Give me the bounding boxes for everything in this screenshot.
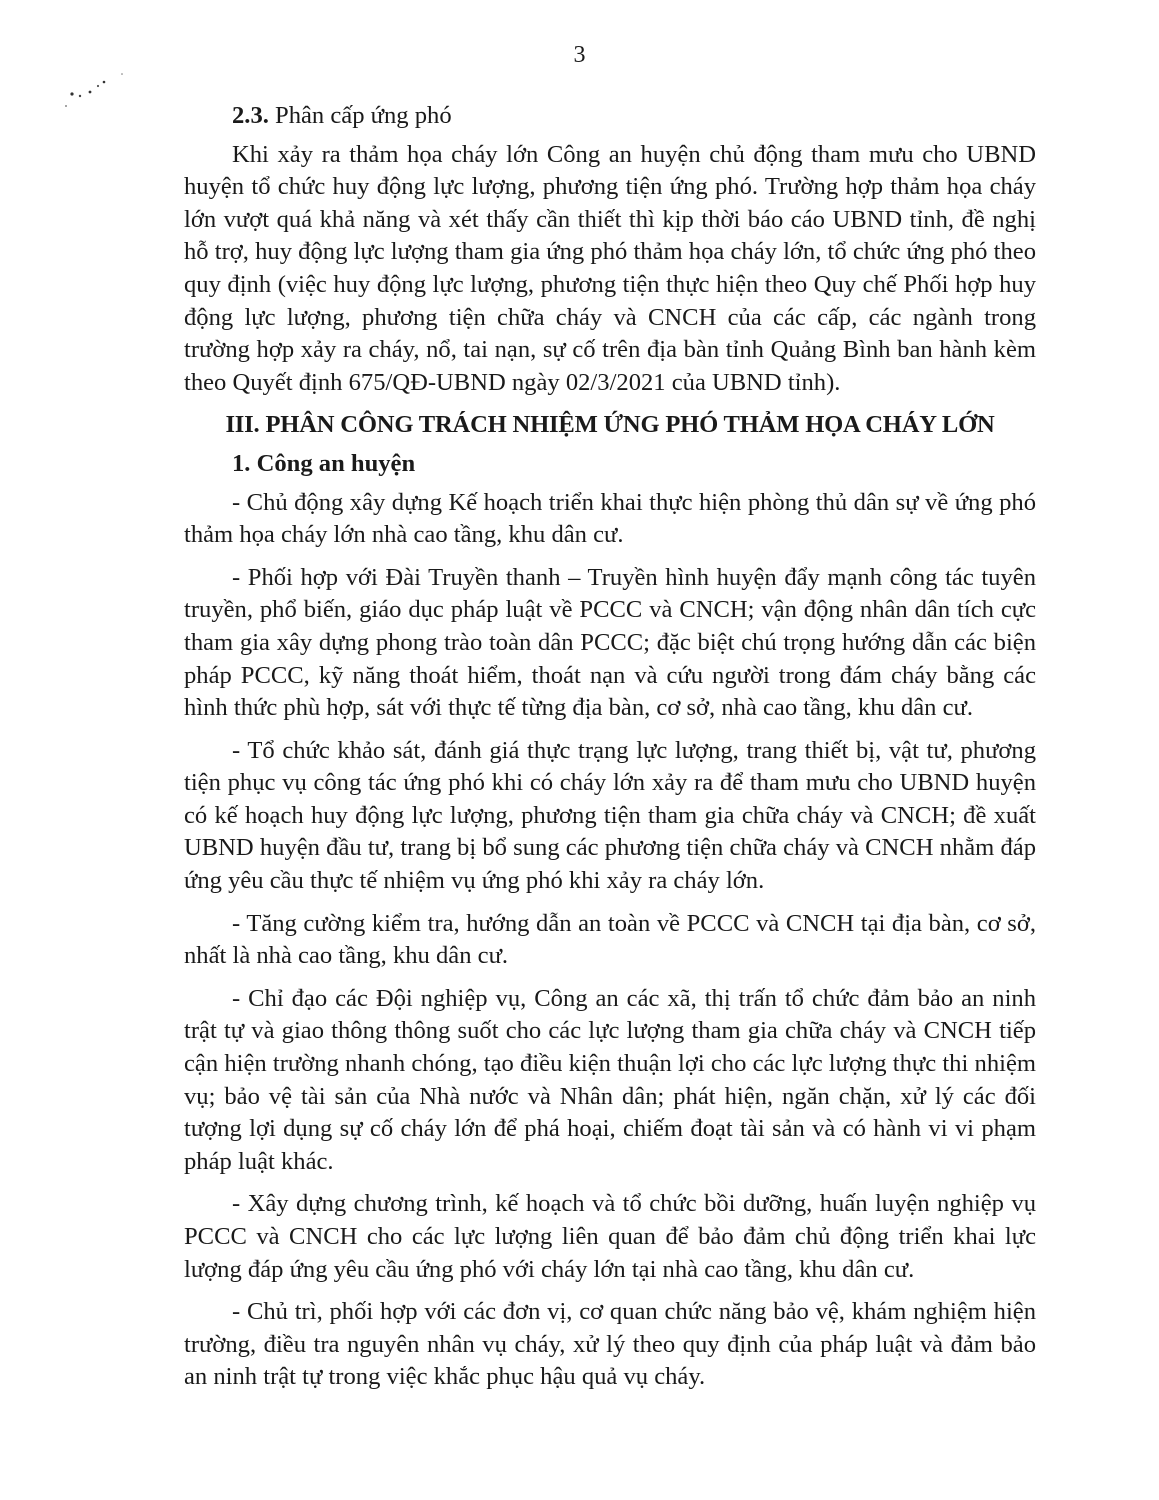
task-item: - Chủ động xây dựng Kế hoạch triển khai thực hiện phòng thủ dân sự về ứng phó thảm họa cháy lớn nhà cao tầng, khu dân cư.	[184, 488, 1036, 549]
section-2-3-number: 2.3.	[232, 102, 269, 129]
section-III-heading: III. PHÂN CÔNG TRÁCH NHIỆM ỨNG PHÓ THẢM HỌA CHÁY LỚN	[225, 411, 995, 439]
task-item: - Tổ chức khảo sát, đánh giá thực trạng lực lượng, trang thiết bị, vật tư, phương tiện phục vụ công tác ứng phó khi có cháy lớn xảy ra để tham mưu cho UBND huyện có kế hoạch huy động lực lượng, phương tiện tham gia chữa cháy và CNCH; đề xuất UBND huyện đầu tư, trang bị bổ sung các phương tiện chữa cháy và CNCH nhằm đáp ứng yêu cầu thực tế nhiệm vụ ứng phó khi xảy ra cháy lớn.	[184, 736, 1036, 895]
section-2-3-title: Phân cấp ứng phó	[268, 102, 452, 129]
task-item: - Xây dựng chương trình, kế hoạch và tổ chức bồi dưỡng, huấn luyện nghiệp vụ PCCC và CNCH cho các lực lượng liên quan để bảo đảm chủ động triển khai lực lượng đáp ứng yêu cầu ứng phó với cháy lớn tại nhà cao tầng, khu dân cư.	[184, 1190, 1036, 1283]
document-body	[184, 100, 1036, 1394]
task-item: - Phối hợp với Đài Truyền thanh – Truyền hình huyện đẩy mạnh công tác tuyên truyền, phổ biến, giáo dục pháp luật về PCCC và CNCH; vận động nhân dân tích cực tham gia xây dựng phong trào toàn dân PCCC; đặc biệt chú trọng hướng dẫn các biện pháp PCCC, kỹ năng thoát hiểm, thoát nạn và cứu người trong đám cháy bằng các hình thức phù hợp, sát với thực tế từng địa bàn, cơ sở, nhà cao tầng, khu dân cư.	[184, 563, 1036, 722]
page-number: 3	[573, 42, 586, 68]
scan-speck-marks	[60, 72, 140, 122]
section-2-3-paragraph: Khi xảy ra thảm họa cháy lớn Công an huyện chủ động tham mưu cho UBND huyện tổ chức huy động lực lượng, phương tiện ứng phó. Trường hợp thảm họa cháy lớn vượt quá khả năng và xét thấy cần thiết thì kịp thời báo cáo UBND tỉnh, đề nghị hỗ trợ, huy động lực lượng tham gia ứng phó thảm họa cháy lớn, tổ chức ứng phó theo quy định (việc huy động lực lượng, phương tiện thực hiện theo Quy chế Phối hợp huy động lực lượng, phương tiện chữa cháy và CNCH của các cấp, các ngành trong trường hợp xảy ra cháy, nổ, tai nạn, sự cố trên địa bàn tỉnh Quảng Bình ban hành kèm theo Quyết định 675/QĐ-UBND ngày 02/3/2021 của UBND tỉnh).	[184, 140, 1036, 396]
task-item: - Chủ trì, phối hợp với các đơn vị, cơ quan chức năng bảo vệ, khám nghiệm hiện trường, điều tra nguyên nhân vụ cháy, xử lý theo quy định của pháp luật và đảm bảo an ninh trật tự trong việc khắc phục hậu quả vụ cháy.	[184, 1298, 1036, 1391]
subsection-1-heading: 1. Công an huyện	[232, 449, 416, 477]
task-item: - Tăng cường kiểm tra, hướng dẫn an toàn về PCCC và CNCH tại địa bàn, cơ sở, nhất là nhà cao tầng, khu dân cư.	[184, 909, 1036, 970]
task-item: - Chỉ đạo các Đội nghiệp vụ, Công an các xã, thị trấn tổ chức đảm bảo an ninh trật tự và giao thông thông suốt cho các lực lượng tham gia chữa cháy và CNCH tiếp cận hiện trường nhanh chóng, tạo điều kiện thuận lợi cho các lực lượng thực thi nhiệm vụ; bảo vệ tài sản của Nhà nước và Nhân dân; phát hiện, ngăn chặn, xử lý các đối tượng lợi dụng sự cố cháy lớn để phá hoại, chiếm đoạt tài sản và có hành vi vi phạm pháp luật khác.	[184, 984, 1036, 1175]
section-2-3-heading	[184, 100, 1036, 133]
